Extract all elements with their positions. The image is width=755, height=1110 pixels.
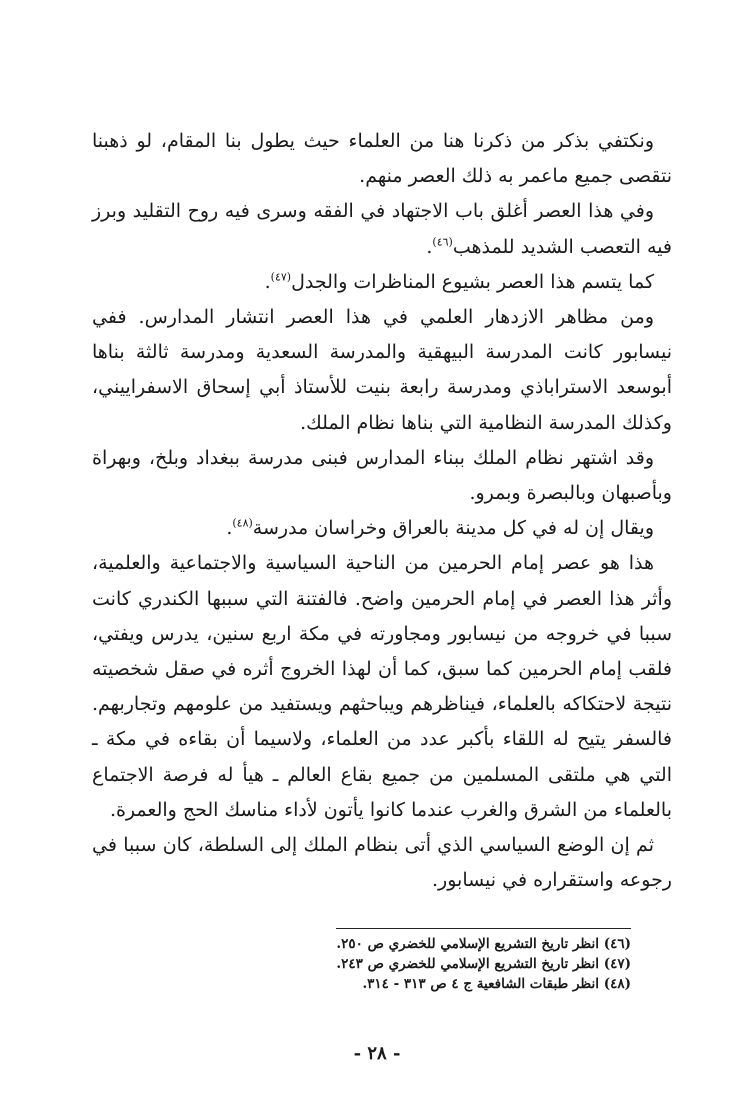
footnote-ref[interactable]: (٤٦) [432,235,453,249]
footnote: (٤٨) انظر طبقات الشافعية ج ٤ ص ٣١٣ - ٣١٤. [362,976,631,992]
paragraph: وفي هذا العصر أغلق باب الاجتهاد في الفقه وسرى فيه روح التقليد وبرز فيه التعصب الشديد للمذهب$^{(٤٦)}$. [92,200,672,258]
page-number: - ٢٨ - [353,1043,401,1064]
body-text [92,124,672,898]
paragraph: ومن مظاهر الازدهار العلمي في هذا العصر انتشار المدارس. ففي نيسابور كانت المدرسة البيهقية والمدرسة السعدية ومدرسة ثالثة بناها أبوسعد الاستراباذي ومدرسة رابعة بنيت للأستاذ أبي إسحاق الاسفراييني، وكذلك المدرسة النظامية التي بناها نظام الملك. [92,306,672,434]
paragraph: ونكتفي بذكر من ذكرنا هنا من العلماء حيث يطول بنا المقام، لو ذهبنا نتقصى جميع ماعمر به ذلك العصر منهم. [92,130,672,188]
paragraph: ويقال إن له في كل مدينة بالعراق وخراسان مدرسة$^{(٤٨)}$. [226,516,654,540]
paragraph: كما يتسم هذا العصر بشيوع المناظرات والجدل$^{(٤٧)}$. [264,270,654,293]
footnote-divider [336,928,631,929]
paragraph: ثم إن الوضع السياسي الذي أتى بنظام الملك إلى السلطة، كان سببا في رجوعه واستقراره في نيسابور. [92,834,672,892]
paragraph: هذا هو عصر إمام الحرمين من الناحية السياسية والاجتماعية والعلمية، وأثر هذا العصر في إمام الحرمين واضح. فالفتنة التي سببها الكندري كانت سببا في خروجه من نيسابور ومجاورته في مكة اربع سنين، يدرس ويفتي، فلقب إمام الحرمين كما سبق، كما أن لهذا الخروج أثره في صقل شخصيته نتيجة لاحتكاكه بالعلماء، فيناظرهم ويباحثهم ويستفيد من علومهم وتجاربهم. فالسفر يتيح له اللقاء بأكبر عدد من العلماء، ولاسيما أن بقاءه في مكة ـ التي هي ملتقى المسلمين من جميع بقاع العالم ـ هيأ له فرصة الاجتماع بالعلماء من الشرق والغرب عندما كانوا يأتون لأداء مناسك الحج والعمرة. [92,552,672,821]
footnote: (٤٧) انظر تاريخ التشريع الإسلامي للخضري ص ٢٤٣. [336,956,631,972]
footnotes [300,934,631,994]
footnote-ref[interactable]: (٤٧) [270,270,292,284]
paragraph: وقد اشتهر نظام الملك ببناء المدارس فبنى مدرسة ببغداد وبلخ، وبهراة وبأصبهان وبالبصرة وبمرو. [92,446,672,505]
footnote: (٤٦) انظر تاريخ التشريع الإسلامي للخضري ص ٢٥٠. [336,936,631,952]
footnote-ref[interactable]: (٤٨) [232,516,253,530]
